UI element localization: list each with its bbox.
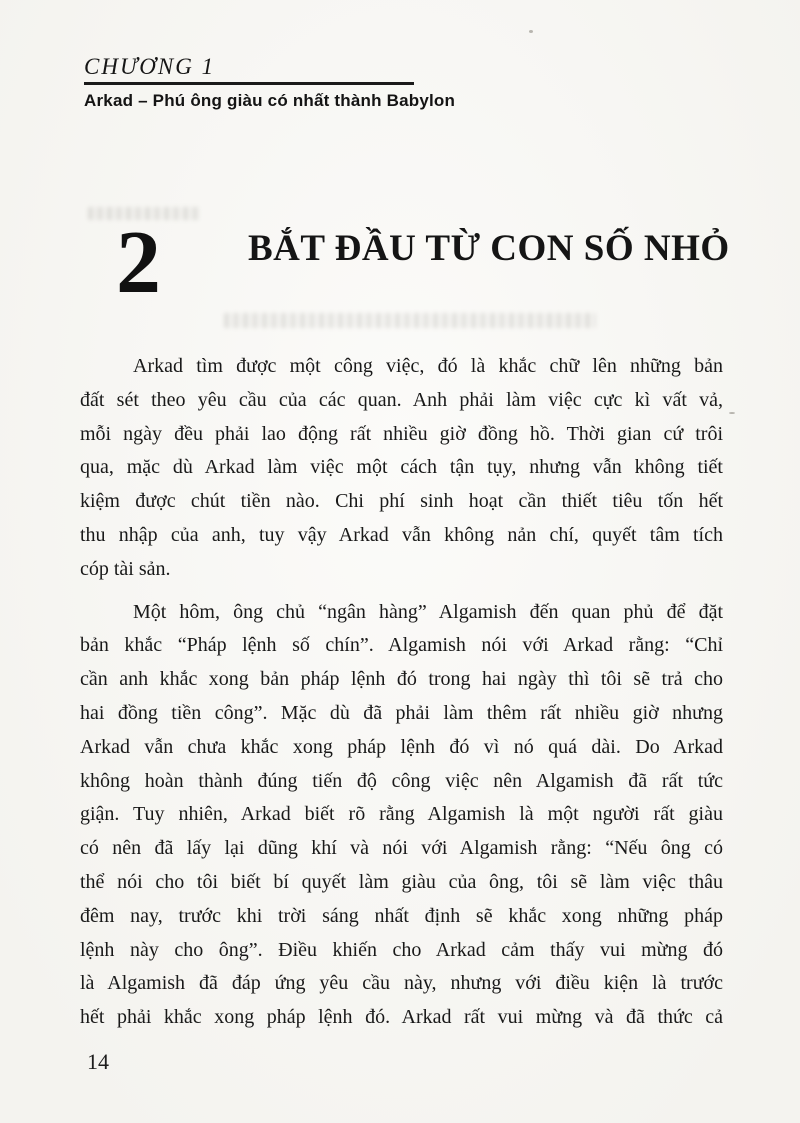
- header-rule: [84, 82, 414, 85]
- page-number: 14: [87, 1049, 109, 1074]
- text-line: hai đồng tiền công”. Mặc dù đã phải làm thêm rất nhiều giờ nhưng: [80, 701, 723, 724]
- paragraph: [80, 350, 723, 587]
- text-line: mỗi ngày đều phải lao động rất nhiều giờ đồng hồ. Thời gian cứ trôi: [80, 422, 723, 445]
- bleed-through-smudge: [224, 313, 596, 328]
- text-line: lệnh này cho ông”. Điều khiến cho Arkad cảm thấy vui mừng đó: [80, 938, 723, 961]
- text-line: giận. Tuy nhiên, Arkad biết rõ rằng Algamish là một người rất giàu: [80, 803, 723, 826]
- paragraph: [80, 596, 723, 1035]
- text-line: hết phải khắc xong pháp lệnh đó. Arkad rất vui mừng và đã thức cả: [80, 1006, 723, 1029]
- text-line: Một hôm, ông chủ “ngân hàng” Algamish đến quan phủ để đặt: [133, 600, 723, 623]
- chapter-label: CHƯƠNG 1: [84, 54, 216, 79]
- text-line: là Algamish đã đáp ứng yêu cầu này, nhưng với điều kiện là trước: [80, 972, 723, 995]
- scan-speck: [729, 412, 735, 414]
- text-line: kiệm được chút tiền nào. Chi phí sinh hoạt cần thiết tiêu tốn hết: [80, 490, 723, 513]
- text-line: qua, mặc dù Arkad làm việc một cách tận tụy, nhưng vẫn không tiết: [80, 456, 723, 479]
- text-line: cóp tài sản.: [80, 557, 171, 580]
- body-text: [80, 350, 723, 1035]
- text-line: không hoàn thành đúng tiến độ công việc nên Algamish đã rất tức: [80, 769, 723, 792]
- chapter-title: BẮT ĐẦU TỪ CON SỐ NHỎ: [248, 228, 730, 269]
- chapter-subtitle: Arkad – Phú ông giàu có nhất thành Babylon: [84, 90, 456, 110]
- text-line: có nên đã lấy lại dũng khí và nói với Algamish rằng: “Nếu ông có: [80, 837, 723, 860]
- text-line: bản khắc “Pháp lệnh số chín”. Algamish nói với Arkad rằng: “Chỉ: [80, 634, 723, 657]
- text-line: Arkad tìm được một công việc, đó là khắc chữ lên những bản: [133, 355, 723, 377]
- scan-speck: [529, 30, 533, 33]
- text-line: đêm nay, trước khi trời sáng nhất định sẽ khắc xong những pháp: [80, 904, 723, 927]
- text-line: thể nói cho tôi biết bí quyết làm giàu của ông, tôi sẽ làm việc thâu: [80, 870, 723, 893]
- text-line: thu nhập của anh, tuy vậy Arkad vẫn không nản chí, quyết tâm tích: [80, 523, 723, 546]
- text-line: đất sét theo yêu cầu của các quan. Anh phải làm việc cực kì vất vả,: [80, 388, 723, 411]
- chapter-number: 2: [116, 213, 161, 312]
- text-line: Arkad vẫn chưa khắc xong pháp lệnh đó vì nó quá dài. Do Arkad: [80, 735, 723, 758]
- text-line: cần anh khắc xong bản pháp lệnh đó trong hai ngày thì tôi sẽ trả cho: [80, 668, 723, 691]
- running-header: [84, 54, 584, 110]
